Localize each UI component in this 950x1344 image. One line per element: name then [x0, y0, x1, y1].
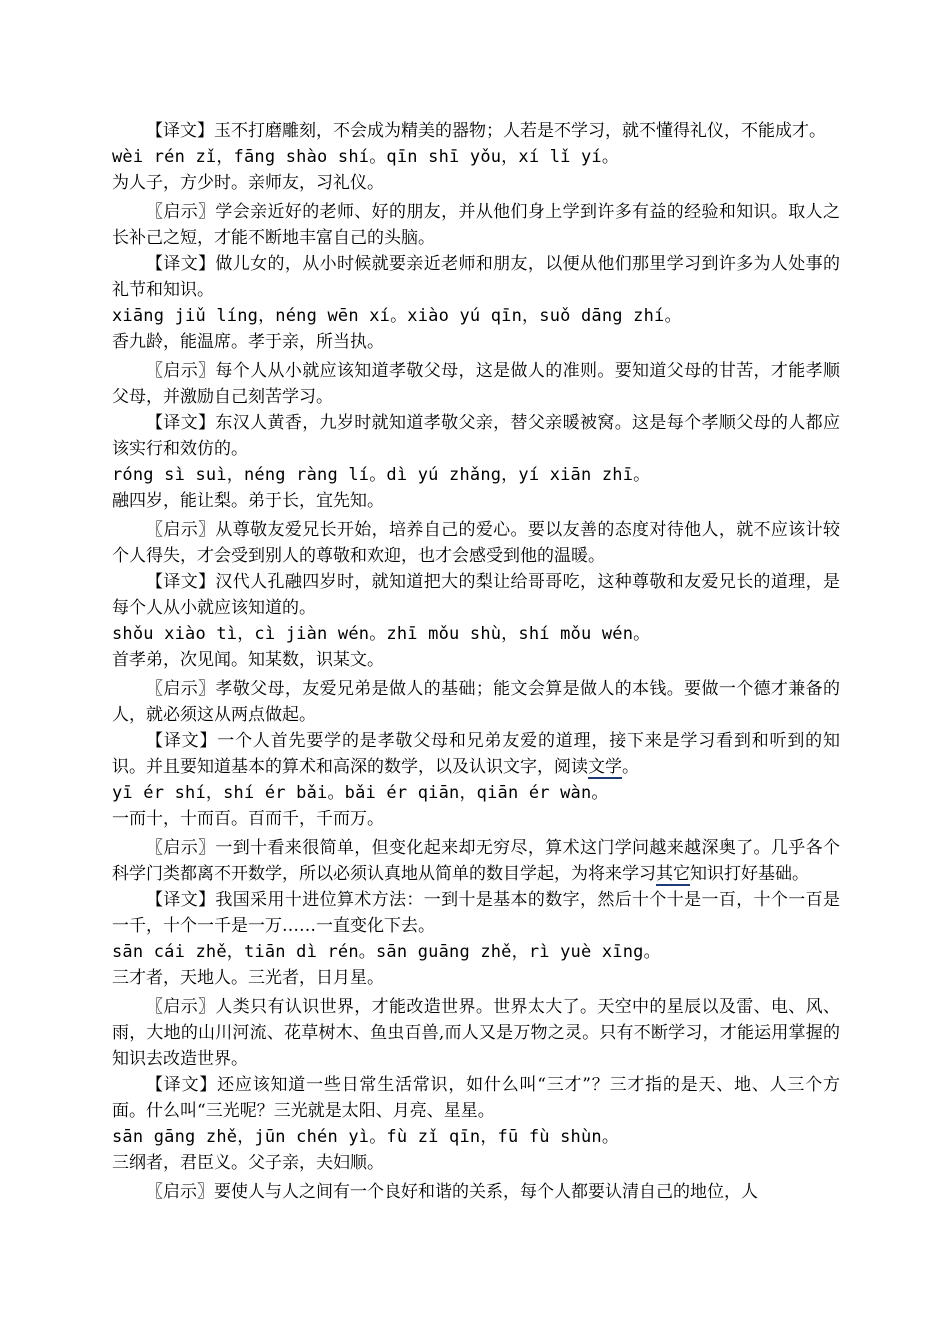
translation-text: 【译文】一个人首先要学的是孝敬父母和兄弟友爱的道理，接下来是学习看到和听到的知识。并且要知道基本的算术和高深的数学，以及认识文字，阅读 [112, 731, 840, 777]
translation-text: 【译文】玉不打磨雕刻，不会成为精美的器物；人若是不学习，就不懂得礼仪，不能成才。 [146, 121, 826, 141]
translation-paragraph [112, 118, 840, 144]
insight-paragraph [112, 835, 840, 887]
insight-paragraph [112, 1179, 840, 1205]
insight-text: 〖启示〗从尊敬友爱兄长开始，培养自己的爱心。要以友善的态度对待他人，就不应该计较个人得失，才会受到别人的尊敬和欢迎，也才会感受到他的温暖。 [112, 520, 840, 566]
verse-line: 首孝弟，次见闻。知某数，识某文。 [112, 650, 384, 670]
other-link[interactable]: 其它 [656, 864, 690, 884]
translation-text: 【译文】东汉人黄香，九岁时就知道孝敬父亲，替父亲暖被窝。这是每个孝顺父母的人都应该实行和效仿的。 [112, 413, 840, 459]
pinyin-line: wèi rén zǐ，fāng shào shí。qīn shī yǒu，xí lǐ yí。 [112, 147, 620, 167]
translation-paragraph [112, 569, 840, 621]
document-page [112, 118, 840, 1205]
insight-text: 〖启示〗要使人与人之间有一个良好和谐的关系，每个人都要认清自己的地位，人 [146, 1182, 758, 1202]
translation-text: 【译文】还应该知道一些日常生活常识，如什么叫“三才”？三才指的是天、地、人三个方面。什么叫“三光呢？三光就是太阳、月亮、星星。 [112, 1075, 840, 1121]
translation-text: 【译文】汉代人孔融四岁时，就知道把大的梨让给哥哥吃，这种尊敬和友爱兄长的道理，是每个人从小就应该知道的。 [112, 572, 840, 618]
verse-line: 香九龄，能温席。孝于亲，所当执。 [112, 332, 384, 352]
pinyin-line: shǒu xiào tì，cì jiàn wén。zhī mǒu shù，shí mǒu wén。 [112, 624, 651, 644]
verse-line: 为人子，方少时。亲师友，习礼仪。 [112, 173, 384, 193]
verse-line: 三纲者，君臣义。父子亲，夫妇顺。 [112, 1153, 384, 1173]
pinyin-line: xiāng jiǔ líng，néng wēn xí。xiào yú qīn，suǒ dāng zhí。 [112, 306, 682, 326]
insight-text-tail: 知识打好基础。 [690, 864, 809, 884]
verse-line: 融四岁，能让梨。弟于长，宜先知。 [112, 491, 384, 511]
pinyin-line: sān cái zhě，tiān dì rén。sān guāng zhě，rì yuè xīng。 [112, 942, 661, 962]
translation-paragraph [112, 251, 840, 303]
pinyin-line: yī ér shí，shí ér bǎi。bǎi ér qiān，qiān ér wàn。 [112, 783, 609, 803]
insight-text: 〖启示〗学会亲近好的老师、好的朋友，并从他们身上学到许多有益的经验和知识。取人之长补己之短，才能不断地丰富自己的头脑。 [112, 202, 840, 248]
insight-paragraph [112, 676, 840, 728]
insight-text: 〖启示〗每个人从小就应该知道孝敬父母，这是做人的准则。要知道父母的甘苦，才能孝顺父母，并激励自己刻苦学习。 [112, 361, 840, 407]
translation-text-tail: 。 [622, 757, 639, 777]
translation-text: 【译文】我国采用十进位算术方法：一到十是基本的数字，然后十个十是一百，十个一百是一千，十个一千是一万……一直变化下去。 [112, 890, 840, 936]
insight-paragraph [112, 994, 840, 1072]
pinyin-line: sān gāng zhě，jūn chén yì。fù zǐ qīn，fū fù shùn。 [112, 1127, 620, 1147]
verse-line: 一而十，十而百。百而千，千而万。 [112, 809, 384, 829]
translation-paragraph [112, 1072, 840, 1124]
insight-text: 〖启示〗一到十看来很简单，但变化起来却无穷尽，算术这门学问越来越深奥了。几乎各个科学门类都离不开数学，所以必须认真地从简单的数目学起，为将来学习 [112, 838, 840, 884]
translation-paragraph [112, 728, 840, 780]
literature-link[interactable]: 文学 [588, 757, 622, 777]
translation-text: 【译文】做儿女的，从小时候就要亲近老师和朋友，以便从他们那里学习到许多为人处事的礼节和知识。 [112, 254, 840, 300]
translation-paragraph [112, 410, 840, 462]
insight-paragraph [112, 517, 840, 569]
pinyin-line: róng sì suì，néng ràng lí。dì yú zhǎng，yí xiān zhī。 [112, 465, 651, 485]
insight-text: 〖启示〗孝敬父母，友爱兄弟是做人的基础；能文会算是做人的本钱。要做一个德才兼备的人，就必须这从两点做起。 [112, 679, 840, 725]
insight-paragraph [112, 199, 840, 251]
verse-line: 三才者，天地人。三光者，日月星。 [112, 968, 384, 988]
insight-text: 〖启示〗人类只有认识世界，才能改造世界。世界太大了。天空中的星辰以及雷、电、风、雨，大地的山川河流、花草树木、鱼虫百兽,而人又是万物之灵。只有不断学习，才能运用掌握的知识去改造世界。 [112, 997, 840, 1069]
translation-paragraph [112, 887, 840, 939]
insight-paragraph [112, 358, 840, 410]
